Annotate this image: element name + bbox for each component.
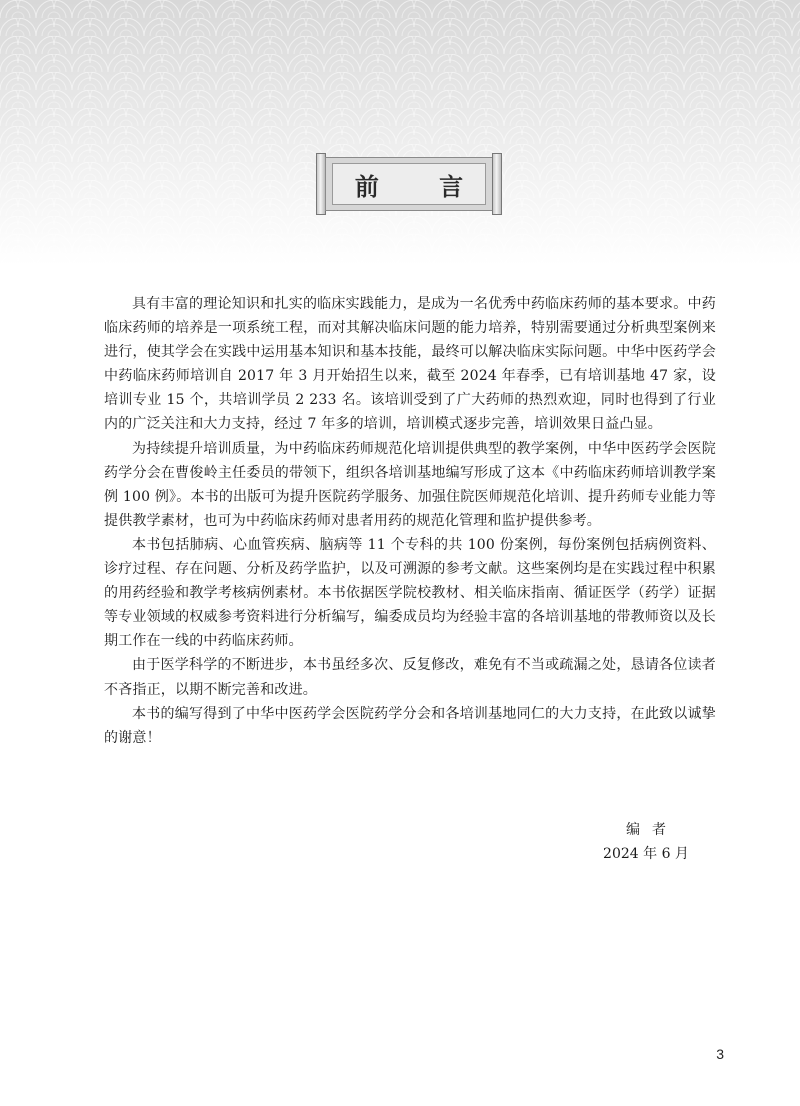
scroll-rod-right [492,153,502,215]
title-scroll-banner [316,153,502,215]
decorative-header-band [0,0,800,265]
preface-body [104,292,716,750]
page-title: 前 言 [354,171,490,201]
signature-block [596,818,696,866]
title-panel-inner [332,163,490,205]
wave-pattern-background [0,0,800,265]
paragraph: 本书包括肺病、心血管疾病、脑病等 11 个专科的共 100 份案例，每份案例包括病例资料、诊疗过程、存在问题、分析及药学监护，以及可溯源的参考文献。这些案例均是在实践过程中积累的用药经验和教学考核病例素材。本书依据医学院校教材、相关临床指南、循证医学（药学）证据等专业领域的权威参考资料进行分析编写，编委成员均为经验丰富的各培训基地的带教师资以及长期工作在一线的中药临床药师。 [104,536,716,650]
signature-author: 编者 [626,822,678,838]
signature-date: 2024 年 6 月 [603,846,689,862]
page-number: 3 [716,1046,724,1062]
paragraph: 具有丰富的理论知识和扎实的临床实践能力，是成为一名优秀中药临床药师的基本要求。中药临床药师的培养是一项系统工程，而对其解决临床问题的能力培养，特别需要通过分析典型案例来进行，使其学会在实践中运用基本知识和基本技能，最终可以解决临床实际问题。中华中医药学会中药临床药师培训自 2017 年 3 月开始招生以来，截至 2024 年春季，已有培训基地 47 家，设培训专业 15 个，共培训学员 2 233 名。该培训受到了广大药师的热烈欢迎，同时也得到了行业内的广泛关注和大力支持，经过 7 年多的培训，培训模式逐步完善，培训效果日益凸显。 [104,296,716,433]
paragraph: 为持续提升培训质量，为中药临床药师规范化培训提供典型的教学案例，中华中医药学会医院药学分会在曹俊岭主任委员的带领下，组织各培训基地编写形成了这本《中药临床药师培训教学案例 100 例》。本书的出版可为提升医院药学服务、加强住院医师规范化培训、提升药师专业能力等提供教学素材，也可为中药临床药师对患者用药的规范化管理和监护提供参考。 [104,440,716,529]
paragraph: 由于医学科学的不断进步，本书虽经多次、反复修改，难免有不当或疏漏之处，恳请各位读者不吝指正，以期不断完善和改进。 [104,657,716,698]
title-panel [325,157,493,211]
paragraph: 本书的编写得到了中华中医药学会医院药学分会和各培训基地同仁的大力支持，在此致以诚挚的谢意！ [104,705,716,746]
